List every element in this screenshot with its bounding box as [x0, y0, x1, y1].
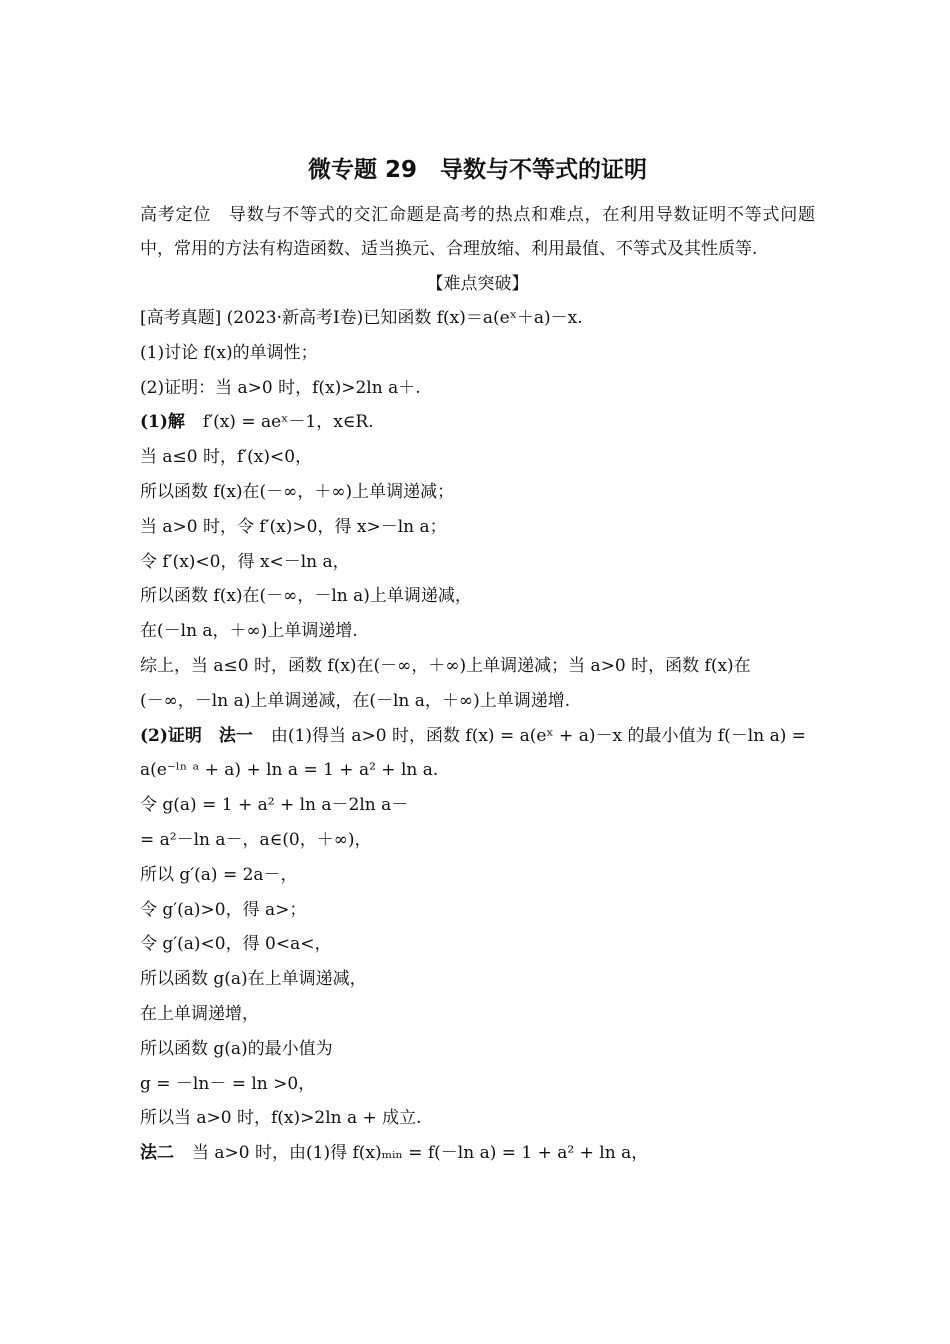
method-2-label: 法二 [140, 1143, 174, 1164]
problem-text: (2023·新高考Ⅰ卷)已知函数 f(x)＝a(eˣ＋a)－x. [221, 308, 583, 328]
problem-tag: [高考真题] [140, 308, 222, 328]
solution-line: (－∞，－ln a)上单调递减，在(－ln a，＋∞)上单调递增. [140, 690, 571, 711]
document-page [140, 150, 815, 1171]
method-2-text: 当 a>0 时，由(1)得 f(x)ₘᵢₙ = f(－ln a) = 1 + a² + ln a， [192, 1143, 649, 1164]
solution-line: 当 a>0 时，令 f′(x)>0，得 x>－ln a； [140, 516, 447, 537]
solution-part-1-header [140, 405, 815, 440]
problem-statement [140, 301, 815, 336]
solution-line: a(e⁻ˡⁿ ᵃ + a) + ln a = 1 + a² + ln a. [140, 760, 439, 781]
intro-paragraph: 高考定位 导数与不等式的交汇命题是高考的热点和难点，在利用导数证明不等式问题中，常用的方法有构造函数、适当换元、合理放缩、利用最值、不等式及其性质等. [140, 205, 815, 259]
solution-line: 在上单调递增， [140, 1003, 259, 1024]
solution-line: = a²－ln a－，a∈(0，＋∞)， [140, 829, 372, 850]
solution-line: 所以当 a>0 时，f(x)>2ln a + 成立. [140, 1108, 422, 1129]
solution-part-2-label: (2)证明 法一 [140, 725, 253, 746]
solution-part-2-header [140, 719, 815, 754]
solution-line: 所以函数 f(x)在(－∞，－ln a)上单调递减， [140, 586, 472, 607]
solution-part-2-text: 由(1)得当 a>0 时，函数 f(x) = a(eˣ + a)－x 的最小值为 f(－ln a) = [270, 725, 806, 746]
problem-part-2: (2)证明：当 a>0 时，f(x)>2ln a＋. [140, 377, 421, 398]
solution-line: 令 f′(x)<0，得 x<－ln a， [140, 551, 350, 572]
solution-line: 令 g′(a)>0，得 a>； [140, 899, 307, 920]
problem-part-1: (1)讨论 f(x)的单调性； [140, 342, 318, 363]
solution-line: 综上，当 a≤0 时，函数 f(x)在(－∞，＋∞)上单调递减；当 a>0 时，函数 f(x)在 [140, 655, 751, 676]
solution-part-1-text: f′(x) = aeˣ－1，x∈R. [202, 412, 374, 433]
solution-part-1-label: (1)解 [140, 412, 185, 433]
section-heading: 【难点突破】 [426, 274, 529, 294]
solution-line: 所以函数 f(x)在(－∞，＋∞)上单调递减； [140, 481, 455, 502]
solution-line: 在(－ln a，＋∞)上单调递增. [140, 621, 358, 642]
solution-line: 令 g(a) = 1 + a² + ln a－2ln a－ [140, 795, 409, 816]
solution-line: 当 a≤0 时，f′(x)<0， [140, 447, 313, 468]
solution-line: g = －ln－ = ln >0， [140, 1073, 316, 1094]
solution-line: 所以函数 g(a)在上单调递减， [140, 969, 367, 990]
solution-line: 所以函数 g(a)的最小值为 [140, 1038, 333, 1059]
method-2-header [140, 1136, 815, 1171]
page-title: 微专题 29 导数与不等式的证明 [307, 157, 647, 183]
solution-line: 所以 g′(a) = 2a－， [140, 864, 298, 885]
solution-line: 令 g′(a)<0，得 0<a<， [140, 934, 332, 955]
